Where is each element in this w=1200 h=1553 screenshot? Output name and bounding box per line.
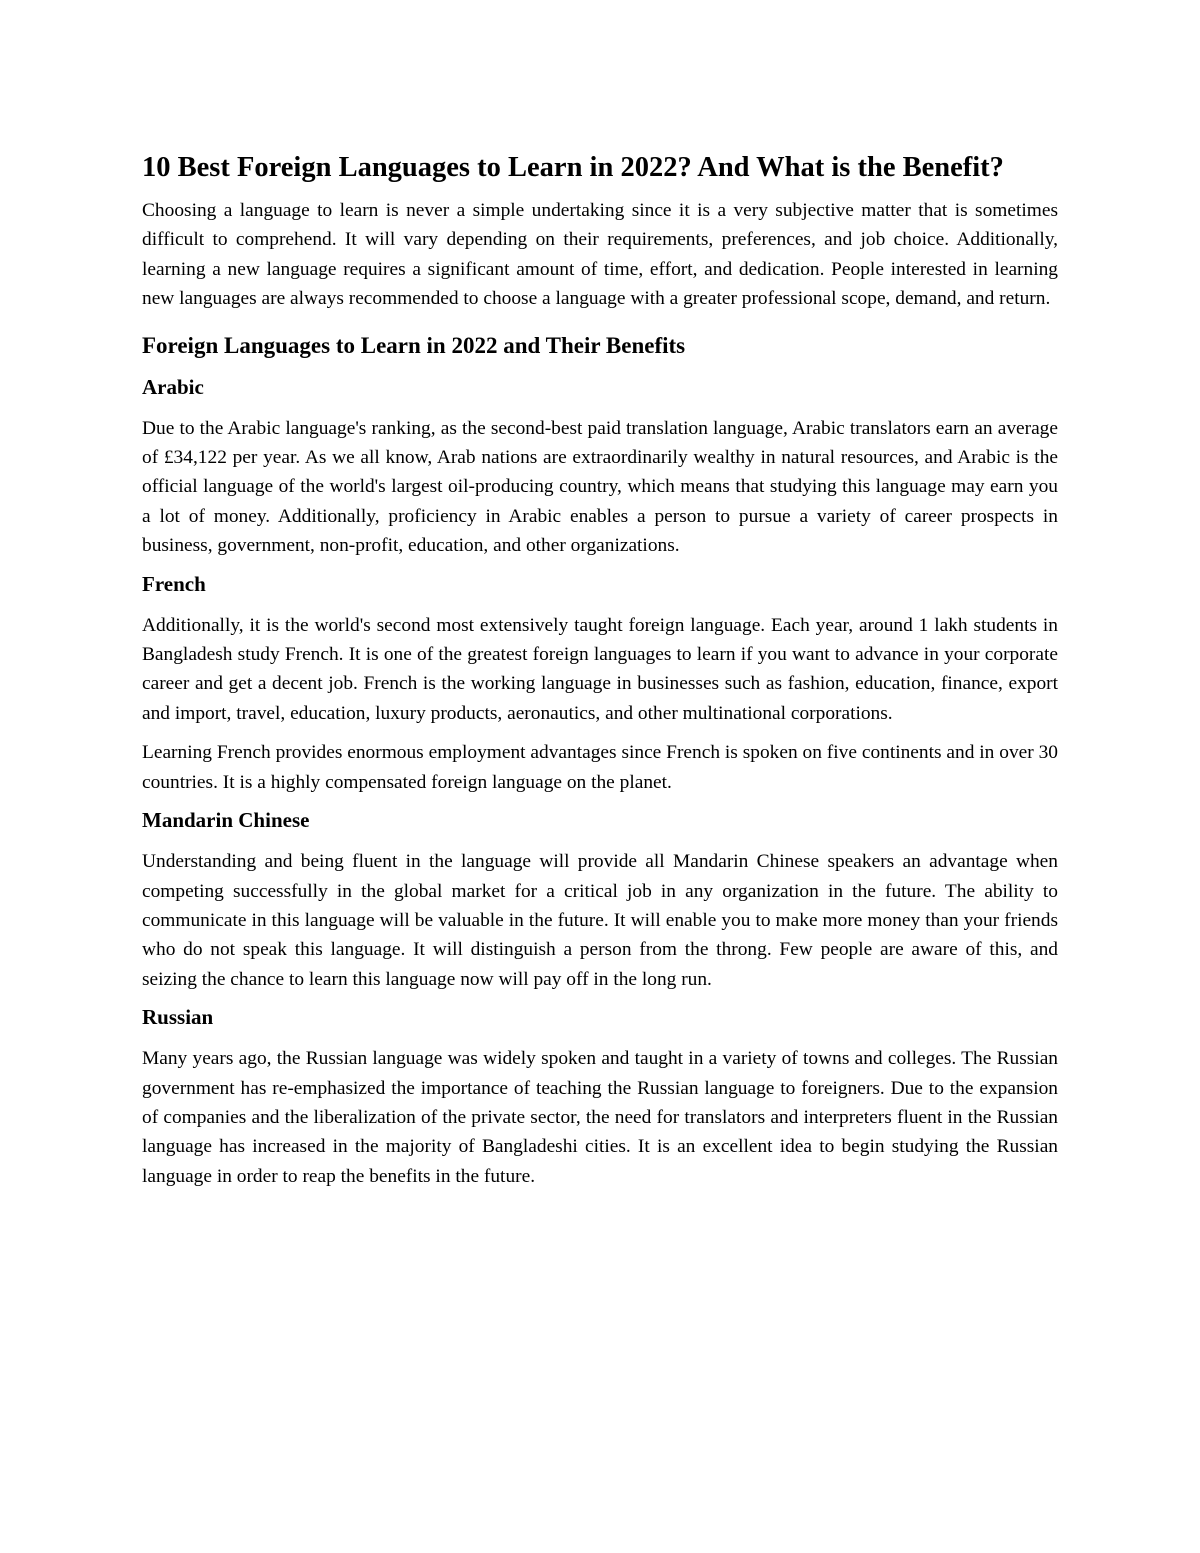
mandarin-chinese-paragraph: Understanding and being fluent in the language will provide all Mandarin Chinese speakers an advantage when competing successfully in the global market for a critical job in any organization in the future. The ability to communicate in this language will be valuable in the future. It will enable you to make more money than your friends who do not speak this language. It will distinguish a person from the throng. Few people are aware of this, and seizing the chance to learn this language now will pay off in the long run. (142, 851, 1058, 990)
french-paragraph-2: Learning French provides enormous employment advantages since French is spoken on five continents and in over 30 countries. It is a highly compensated foreign language on the planet. (142, 742, 1058, 793)
language-heading-russian: Russian (142, 1005, 214, 1030)
french-paragraph-1: Additionally, it is the world's second most extensively taught foreign language. Each year, around 1 lakh students in Bangladesh study French. It is one of the greatest foreign languages to learn if you want to advance in your corporate career and get a decent job. French is the working language in businesses such as fashion, education, finance, export and import, travel, education, luxury products, aeronautics, and other multinational corporations. (142, 614, 1058, 724)
intro-paragraph: Choosing a language to learn is never a simple undertaking since it is a very subjective matter that is sometimes difficult to comprehend. It will vary depending on their requirements, preferences, and job choice. Additionally, learning a new language requires a significant amount of time, effort, and dedication. People interested in learning new languages are always recommended to choose a language with a greater professional scope, demand, and return. (142, 200, 1058, 310)
section-heading: Foreign Languages to Learn in 2022 and Their Benefits (142, 332, 686, 358)
document-title: 10 Best Foreign Languages to Learn in 2022? And What is the Benefit? (142, 152, 1004, 183)
language-heading-mandarin-chinese: Mandarin Chinese (142, 808, 310, 833)
language-heading-french: French (142, 571, 206, 596)
arabic-paragraph: Due to the Arabic language's ranking, as the second-best paid translation language, Arabic translators earn an average of £34,122 per year. As we all know, Arab nations are extraordinarily wealthy in natural resources, and Arabic is the official language of the world's largest oil-producing country, which means that studying this language may earn you a lot of money. Additionally, proficiency in Arabic enables a person to pursue a variety of career prospects in business, government, non-profit, education, and other organizations. (142, 417, 1058, 557)
russian-paragraph: Many years ago, the Russian language was widely spoken and taught in a variety of towns and colleges. The Russian government has re-emphasized the importance of teaching the Russian language to foreigners. Due to the expansion of companies and the liberalization of the private sector, the need for translators and interpreters fluent in the Russian language has increased in the majority of Bangladeshi cities. It is an excellent idea to begin studying the Russian language in order to reap the benefits in the future. (142, 1048, 1058, 1187)
document-page (142, 150, 1058, 1201)
language-heading-arabic: Arabic (142, 374, 204, 399)
